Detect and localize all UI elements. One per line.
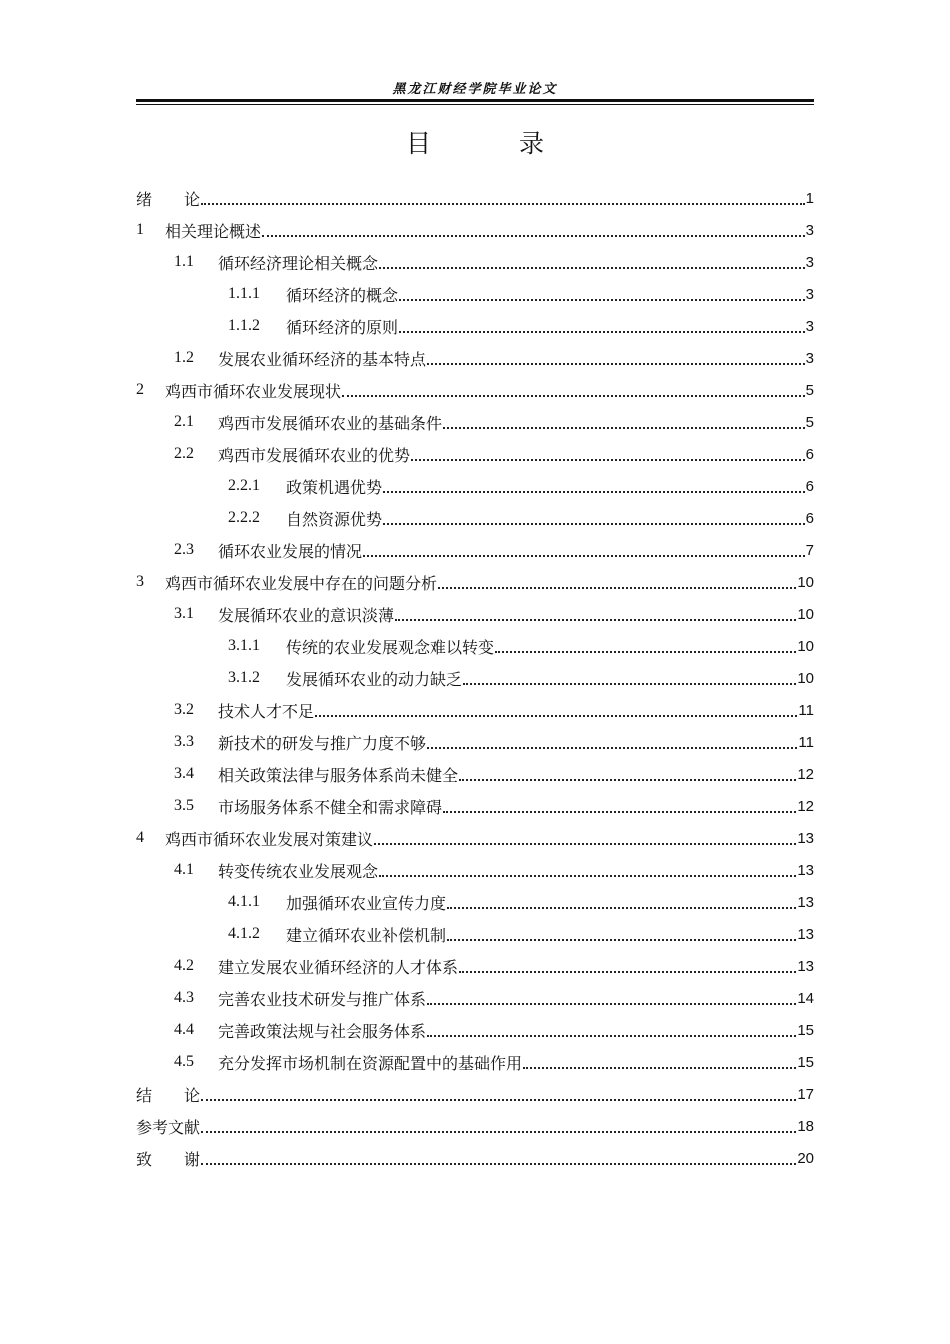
toc-dot-leader — [363, 555, 805, 557]
toc-entry-number: 4.2 — [174, 957, 194, 974]
toc-entry-page: 10 — [797, 605, 814, 623]
toc-entry[interactable] — [136, 918, 814, 950]
toc-dot-leader — [201, 1099, 796, 1101]
toc-entry-page: 11 — [798, 701, 814, 719]
toc-dot-leader — [379, 267, 805, 269]
toc-dot-leader — [459, 779, 796, 781]
toc-entry-page: 15 — [797, 1021, 814, 1039]
toc-entry-label: 建立循环农业补偿机制 — [286, 925, 447, 945]
toc-entry-page: 5 — [805, 381, 814, 399]
toc-entry-number: 1.2 — [174, 349, 194, 366]
toc-entry-number: 4.4 — [174, 1021, 194, 1038]
toc-entry[interactable] — [136, 854, 814, 886]
toc-dot-leader — [427, 1003, 796, 1005]
toc-entry[interactable] — [136, 1142, 814, 1174]
toc-entry-label: 鸡西市循环农业发展中存在的问题分析 — [165, 573, 438, 593]
toc-entry-page: 10 — [797, 637, 814, 655]
toc-entry-number: 3.5 — [174, 797, 194, 814]
toc-entry-page: 3 — [805, 221, 814, 239]
toc-entry-page: 13 — [797, 861, 814, 879]
toc-entry[interactable] — [136, 470, 814, 502]
toc-entry-label: 充分发挥市场机制在资源配置中的基础作用 — [218, 1053, 523, 1073]
toc-entry[interactable] — [136, 790, 814, 822]
toc-entry-page: 13 — [797, 925, 814, 943]
toc-entry-page: 3 — [805, 349, 814, 367]
toc-entry[interactable] — [136, 726, 814, 758]
toc-entry[interactable] — [136, 598, 814, 630]
toc-entry-label: 鸡西市发展循环农业的优势 — [218, 445, 411, 465]
toc-entry-page: 15 — [797, 1053, 814, 1071]
toc-entry-number: 2 — [136, 381, 144, 398]
toc-entry-label: 传统的农业发展观念难以转变 — [286, 637, 495, 657]
toc-entry-page: 1 — [805, 189, 814, 207]
toc-entry[interactable] — [136, 1046, 814, 1078]
toc-entry-label: 发展农业循环经济的基本特点 — [218, 349, 427, 369]
toc-entry-number: 1.1 — [174, 253, 194, 270]
toc-entry-number: 4.1 — [174, 861, 194, 878]
toc-dot-leader — [399, 331, 805, 333]
toc-dot-leader — [395, 619, 796, 621]
toc-entry[interactable] — [136, 502, 814, 534]
toc-entry-page: 6 — [805, 477, 814, 495]
toc-dot-leader — [383, 491, 805, 493]
table-of-contents — [136, 182, 814, 1174]
toc-entry[interactable] — [136, 278, 814, 310]
toc-entry[interactable] — [136, 406, 814, 438]
toc-entry-number: 4.3 — [174, 989, 194, 1006]
toc-entry-label: 加强循环农业宣传力度 — [286, 893, 447, 913]
toc-entry-number: 3.4 — [174, 765, 194, 782]
toc-dot-leader — [342, 395, 805, 397]
toc-entry-number: 4.1.1 — [228, 893, 260, 910]
toc-entry-label: 相关政策法律与服务体系尚未健全 — [218, 765, 459, 785]
toc-dot-leader — [201, 1163, 796, 1165]
toc-entry-label: 建立发展农业循环经济的人才体系 — [218, 957, 459, 977]
toc-entry-number: 2.2 — [174, 445, 194, 462]
toc-dot-leader — [315, 715, 797, 717]
toc-entry-label: 发展循环农业的动力缺乏 — [286, 669, 463, 689]
toc-entry[interactable] — [136, 982, 814, 1014]
toc-entry-label: 发展循环农业的意识淡薄 — [218, 605, 395, 625]
toc-dot-leader — [201, 203, 805, 205]
toc-entry[interactable] — [136, 950, 814, 982]
toc-entry[interactable] — [136, 246, 814, 278]
toc-entry-number: 3.2 — [174, 701, 194, 718]
toc-entry-label: 循环农业发展的情况 — [218, 541, 363, 561]
toc-entry-label: 循环经济的概念 — [286, 285, 399, 305]
toc-entry[interactable] — [136, 694, 814, 726]
toc-entry-page: 20 — [797, 1149, 814, 1167]
toc-entry-number: 1.1.2 — [228, 317, 260, 334]
toc-entry-number: 2.2.2 — [228, 509, 260, 526]
toc-entry-number: 4.5 — [174, 1053, 194, 1070]
toc-entry-number: 4.1.2 — [228, 925, 260, 942]
toc-dot-leader — [447, 907, 796, 909]
toc-dot-leader — [262, 235, 805, 237]
toc-entry-page: 7 — [805, 541, 814, 559]
toc-entry-label: 转变传统农业发展观念 — [218, 861, 379, 881]
toc-entry[interactable] — [136, 822, 814, 854]
toc-entry-page: 11 — [798, 733, 814, 751]
toc-entry[interactable] — [136, 1078, 814, 1110]
toc-dot-leader — [443, 427, 805, 429]
toc-entry-label: 新技术的研发与推广力度不够 — [218, 733, 427, 753]
toc-entry-number: 3.1.1 — [228, 637, 260, 654]
toc-dot-leader — [438, 587, 796, 589]
toc-entry-label: 鸡西市循环农业发展对策建议 — [165, 829, 374, 849]
toc-entry[interactable] — [136, 438, 814, 470]
toc-dot-leader — [201, 1131, 796, 1133]
toc-entry-label: 政策机遇优势 — [286, 477, 383, 497]
toc-entry-page: 6 — [805, 445, 814, 463]
toc-entry-label: 完善政策法规与社会服务体系 — [218, 1021, 427, 1041]
toc-dot-leader — [374, 843, 796, 845]
toc-entry-page: 17 — [797, 1085, 814, 1103]
toc-entry-page: 5 — [805, 413, 814, 431]
toc-entry[interactable] — [136, 1014, 814, 1046]
toc-dot-leader — [427, 747, 797, 749]
header-rule-thin — [136, 104, 814, 105]
toc-entry-page: 14 — [797, 989, 814, 1007]
toc-entry[interactable] — [136, 214, 814, 246]
toc-entry-label: 结 论 — [136, 1085, 201, 1105]
toc-entry-label: 循环经济理论相关概念 — [218, 253, 379, 273]
toc-dot-leader — [411, 459, 805, 461]
toc-entry-number: 2.3 — [174, 541, 194, 558]
toc-entry[interactable] — [136, 566, 814, 598]
toc-entry[interactable] — [136, 886, 814, 918]
toc-entry-page: 13 — [797, 957, 814, 975]
toc-entry[interactable] — [136, 342, 814, 374]
toc-entry-label: 自然资源优势 — [286, 509, 383, 529]
toc-entry-label: 绪 论 — [136, 189, 201, 209]
toc-entry-label: 鸡西市发展循环农业的基础条件 — [218, 413, 443, 433]
toc-entry-label: 鸡西市循环农业发展现状 — [165, 381, 342, 401]
toc-entry[interactable] — [136, 758, 814, 790]
toc-entry-number: 3 — [136, 573, 144, 590]
toc-dot-leader — [463, 683, 796, 685]
toc-dot-leader — [427, 1035, 796, 1037]
toc-entry-number: 4 — [136, 829, 144, 846]
toc-entry-number: 2.2.1 — [228, 477, 260, 494]
toc-entry-label: 相关理论概述 — [165, 221, 262, 241]
toc-entry-page: 18 — [797, 1117, 814, 1135]
toc-entry-page: 12 — [797, 765, 814, 783]
toc-entry-page: 6 — [805, 509, 814, 527]
toc-entry-number: 2.1 — [174, 413, 194, 430]
toc-entry[interactable] — [136, 630, 814, 662]
toc-dot-leader — [427, 363, 805, 365]
toc-dot-leader — [383, 523, 805, 525]
toc-dot-leader — [443, 811, 796, 813]
toc-entry-number: 3.1 — [174, 605, 194, 622]
toc-entry-label: 完善农业技术研发与推广体系 — [218, 989, 427, 1009]
toc-entry[interactable] — [136, 1110, 814, 1142]
toc-dot-leader — [399, 299, 805, 301]
toc-dot-leader — [447, 939, 796, 941]
toc-entry-page: 3 — [805, 317, 814, 335]
toc-entry[interactable] — [136, 182, 814, 214]
toc-dot-leader — [495, 651, 796, 653]
toc-entry-page: 13 — [797, 829, 814, 847]
toc-entry-page: 3 — [805, 253, 814, 271]
toc-entry-page: 12 — [797, 797, 814, 815]
toc-entry-number: 3.3 — [174, 733, 194, 750]
running-header: 黑龙江财经学院毕业论文 — [392, 82, 558, 97]
toc-entry-number: 1 — [136, 221, 144, 238]
toc-entry-label: 参考文献 — [136, 1117, 201, 1137]
toc-entry-page: 3 — [805, 285, 814, 303]
toc-entry-label: 致 谢 — [136, 1149, 201, 1169]
toc-entry-number: 3.1.2 — [228, 669, 260, 686]
toc-dot-leader — [523, 1067, 796, 1069]
toc-entry-page: 13 — [797, 893, 814, 911]
toc-dot-leader — [459, 971, 796, 973]
toc-entry[interactable] — [136, 374, 814, 406]
toc-entry-label: 循环经济的原则 — [286, 317, 399, 337]
page-title: 目 录 — [406, 129, 584, 158]
toc-entry-label: 市场服务体系不健全和需求障碍 — [218, 797, 443, 817]
toc-entry-number: 1.1.1 — [228, 285, 260, 302]
toc-entry[interactable] — [136, 310, 814, 342]
toc-entry[interactable] — [136, 534, 814, 566]
toc-entry[interactable] — [136, 662, 814, 694]
toc-dot-leader — [379, 875, 796, 877]
toc-entry-label: 技术人才不足 — [218, 701, 315, 721]
header-rule-thick — [136, 99, 814, 102]
toc-entry-page: 10 — [797, 573, 814, 591]
toc-entry-page: 10 — [797, 669, 814, 687]
